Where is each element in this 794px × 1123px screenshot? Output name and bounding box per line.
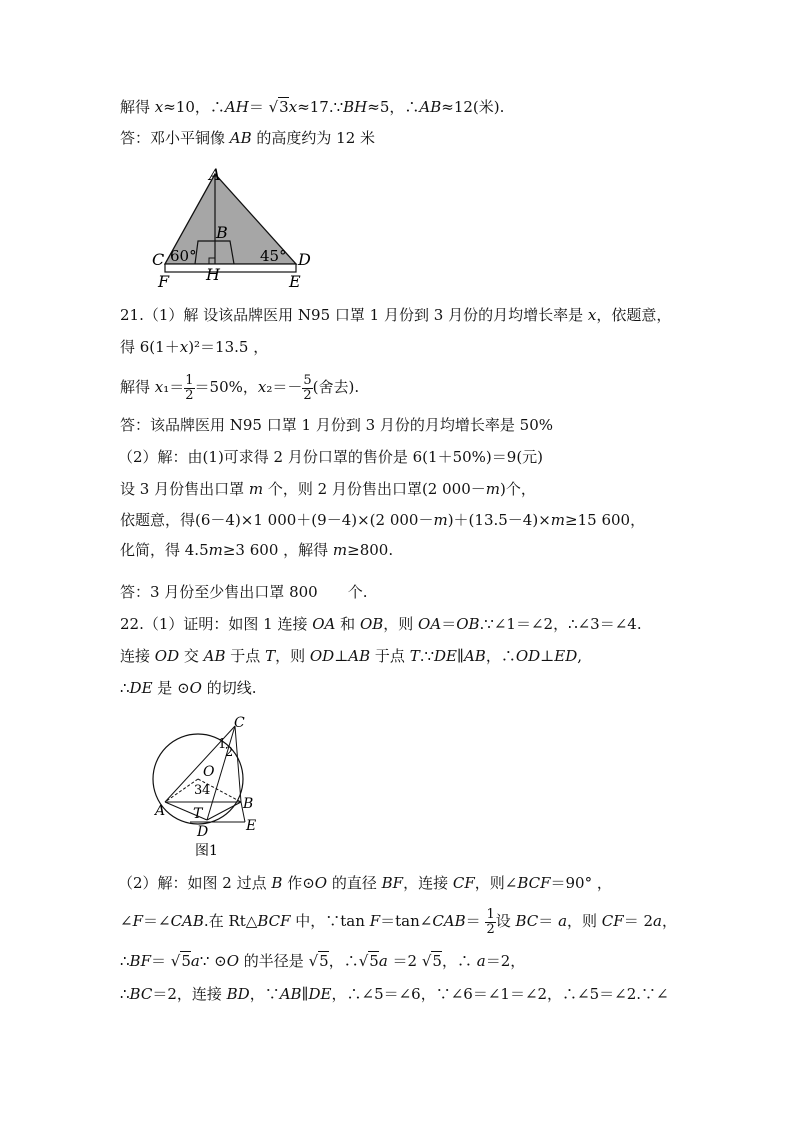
- label-F: F: [158, 272, 170, 291]
- label-T: T: [193, 806, 203, 822]
- label-A: A: [155, 803, 166, 819]
- label-D: D: [197, 824, 209, 840]
- text-line-13: 连接 OD 交 AB 于点 T，则 OD⊥AB 于点 T.∵DE∥AB，∴OD⊥ED,: [120, 647, 583, 665]
- angle-label-2: 2: [225, 745, 234, 760]
- text-line-6: 答：该品牌医用 N95 口罩 1 月份到 3 月份的月均增长率是 50%: [120, 416, 554, 434]
- label-C: C: [152, 250, 165, 269]
- text-line-7: （2）解：由(1)可求得 2 月份口罩的售价是 6(1＋50%)＝9(元): [118, 448, 544, 466]
- text-line-2: 答：邓小平铜像 AB 的高度约为 12 米: [120, 129, 376, 147]
- label-B: B: [243, 796, 254, 812]
- text-line-18: ∴BC＝2，连接 BD，∵AB∥DE，∴∠5＝∠6，∵∠6＝∠1＝∠2，∴∠5＝∠2.∵∠: [120, 985, 669, 1003]
- fraction-five-half: $\frac{5}{2}$: [303, 372, 312, 403]
- label-H: H: [206, 265, 220, 284]
- sqrt-sign: √: [170, 952, 181, 970]
- figure-caption: 图1: [195, 843, 218, 859]
- text-line-14: ∴DE 是 ⊙O 的切线.: [120, 679, 257, 697]
- text-line-15: （2）解：如图 2 过点 B 作⊙O 的直径 BF，连接 CF，则∠BCF＝90° ，: [118, 874, 612, 892]
- figure-circle-tangent: [145, 712, 275, 862]
- text-line-1: 解得 x≈10，∴AH＝ √3x≈17.∵BH≈5，∴AB≈12(米).: [120, 98, 505, 116]
- label-D: D: [298, 250, 311, 269]
- sqrt-sign: √: [358, 952, 369, 970]
- label-B: B: [216, 223, 228, 242]
- text-line-16: ∠F＝∠CAB.在 Rt△BCF 中，∵tan F＝tan∠CAB＝ $\frac{1}{2}$ 设 BC＝ a，则 CF＝ 2a，: [120, 906, 677, 937]
- sqrt-sign: √: [268, 98, 279, 116]
- angle-45: 45°: [260, 247, 287, 265]
- text-line-9: 依题意，得(6－4)×1 000＋(9－4)×(2 000－m)＋(13.5－4)×m≥15 600，: [120, 511, 646, 529]
- figure-triangle-statue: [150, 162, 320, 292]
- text-line-8: 设 3 月份售出口罩 m 个，则 2 月份售出口罩(2 000－m)个，: [120, 480, 536, 498]
- angle-label-4: 4: [202, 783, 211, 798]
- text-line-11: 答：3 月份至少售出口罩 800 个.: [120, 583, 368, 601]
- label-E: E: [246, 818, 257, 834]
- text-line-10: 化简，得 4.5m≥3 600 ，解得 m≥800.: [120, 541, 394, 559]
- text-line-4: 得 6(1＋x)²＝13.5 ，: [120, 338, 269, 356]
- sqrt-sign: √: [421, 952, 432, 970]
- text-line-5: 解得 x₁＝ $\frac{1}{2}$ ＝50%，x₂＝－ $\frac{5}{2}$ (舍去).: [120, 372, 360, 403]
- angle-label-1: 1: [218, 737, 227, 752]
- label-A: A: [209, 165, 221, 184]
- text-line-3: 21.（1）解 设该品牌医用 N95 口罩 1 月份到 3 月份的月均增长率是 x，依题意，: [120, 306, 672, 324]
- label-O: O: [203, 764, 215, 780]
- fraction-one-half: $\frac{1}{2}$: [185, 372, 194, 403]
- label-C: C: [234, 715, 245, 731]
- text-line-12: 22.（1）证明：如图 1 连接 OA 和 OB，则 OA＝OB.∵∠1＝∠2，∴∠3＝∠4.: [120, 615, 642, 633]
- label-E: E: [289, 272, 301, 291]
- sqrt-sign: √: [308, 952, 319, 970]
- fraction-one-half: $\frac{1}{2}$: [486, 906, 495, 937]
- angle-label-3: 3: [194, 783, 203, 798]
- angle-60: 60°: [170, 247, 197, 265]
- text-line-17: ∴BF＝ √5a∵ ⊙O 的半径是 √5，∴√5a ＝2 √5，∴ a＝2，: [120, 952, 526, 970]
